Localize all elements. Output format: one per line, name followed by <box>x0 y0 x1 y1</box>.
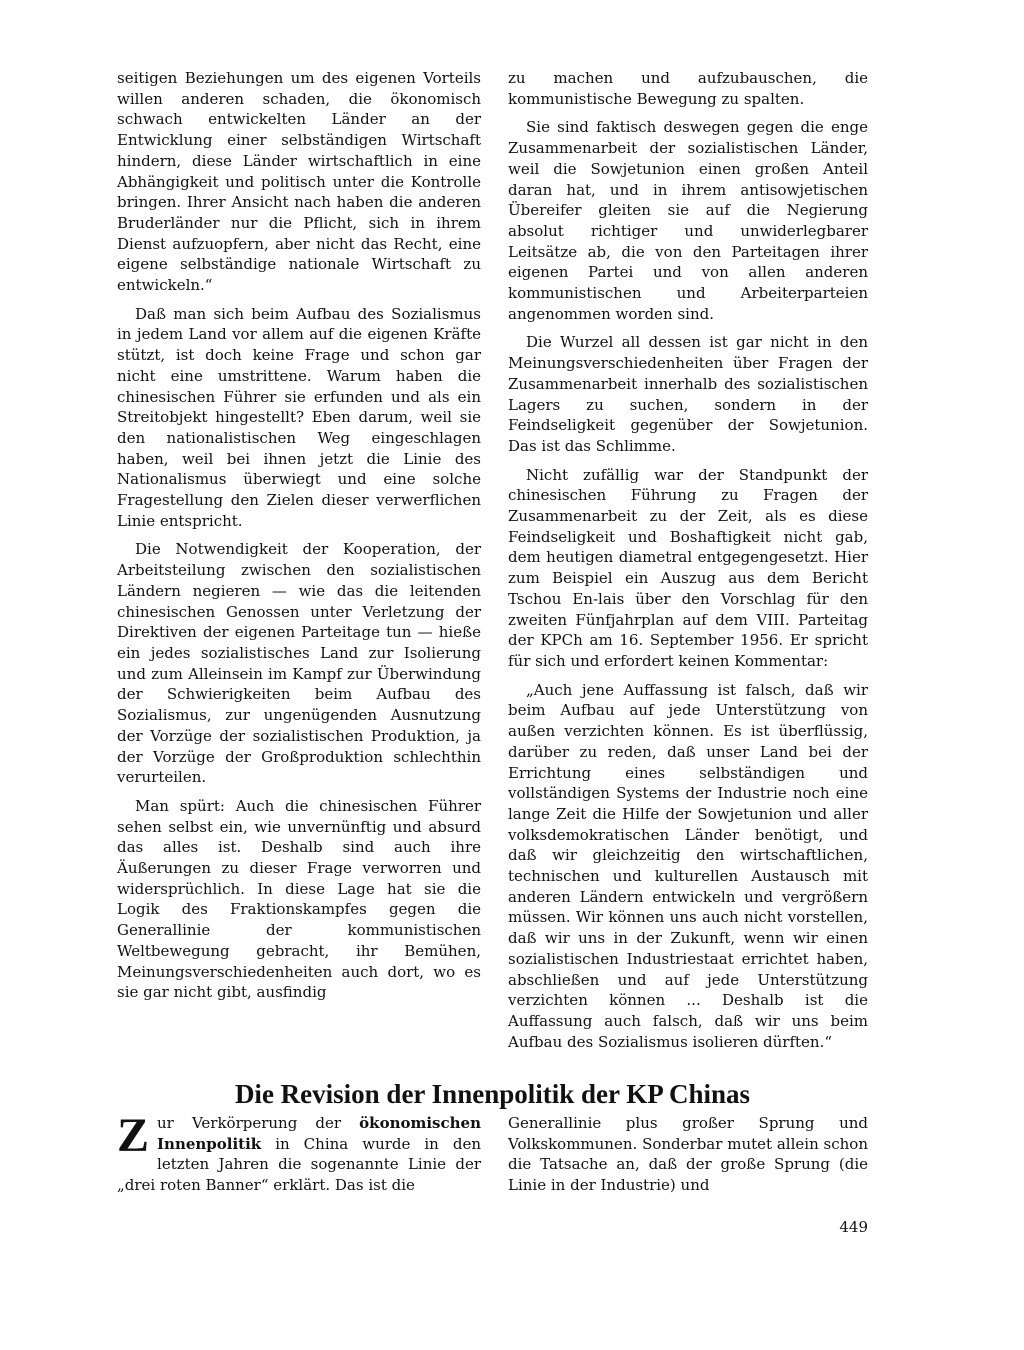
right-paragraph-2: Sie sind faktisch deswegen gegen die enge Zusammenarbeit der sozialistischen Länder, weil die Sowjetunion einen großen Anteil daran hat, und in ihrem antisowjetischen Übereifer gleiten sie auf die Negierung absolut richtiger und unwiderlegbarer Leitsätze ab, die von den Parteitagen ihrer eigenen Partei und von allen anderen kommunistischen und Arbeiterparteien angenommen worden sind. <box>508 118 868 323</box>
left-paragraph-2: Daß man sich beim Aufbau des Sozialismus in jedem Land vor allem auf die eigenen Kräfte stützt, ist doch keine Frage und schon gar nicht eine umstrittene. Warum haben die chinesischen Führer sie erfunden und als ein Streitobjekt hingestellt? Eben darum, weil sie den nationalistischen Weg eingeschlagen haben, weil bei ihnen jetzt die Linie des Nationalismus überwiegt und eine solche Fragestellung den Zielen dieser verwerflichen Linie entspricht. <box>117 304 481 530</box>
drop-cap: Z <box>117 1109 150 1162</box>
section-left-paragraph <box>117 1109 481 1196</box>
right-column <box>508 68 868 1052</box>
left-paragraph-4: Man spürt: Auch die chinesischen Führer sehen selbst ein, wie unvernünftig und absurd das alles ist. Deshalb sind auch ihre Äußerungen zu dieser Frage verworren und widersprüchlich. In diese Lage hat sie die Logik des Fraktionskampfes gegen die Generallinie der kommunistischen Weltbewegung gebracht, ihr Bemühen, Meinungsverschiedenheiten auch dort, wo es sie gar nicht gibt, ausfindig <box>117 796 481 1002</box>
section-text-b: in China wurde in den letzten Jahren die sogenannte Linie der „drei roten Banner“ erklärt. Das ist die <box>117 1134 481 1195</box>
left-paragraph-3: Die Notwendigkeit der Kooperation, der Arbeitsteilung zwischen den sozialistischen Ländern negieren — wie das die leitenden chinesischen Genossen unter Verletzung der Direktiven der eigenen Parteitage tun — hieße ein jedes sozialistisches Land zur Isolierung und zum Alleinsein im Kampf zur Überwindung der Schwierigkeiten beim Aufbau des Sozialismus, zur ungenügenden Ausnutzung der Vorzüge der sozialistischen Produktion, ja der Vorzüge der Großproduktion schlechthin verurteilen. <box>117 540 481 787</box>
right-paragraph-3: Die Wurzel all dessen ist gar nicht in den Meinungsverschiedenheiten über Fragen der Zusammenarbeit innerhalb des sozialistischen Lagers zu suchen, sondern in der Feindseligkeit gegenüber der Sowjetunion. Das ist das Schlimme. <box>508 333 868 455</box>
section-right-column <box>508 1113 868 1196</box>
section-heading: Die Revision der Innenpolitik der KP Chinas <box>234 1079 751 1109</box>
right-paragraph-4: Nicht zufällig war der Standpunkt der chinesischen Führung zu Fragen der Zusammenarbeit zu der Zeit, als es diese Feindseligkeit und Boshaftigkeit nicht gab, dem heutigen diametral entgegengesetzt. Hier zum Beispiel ein Auszug aus dem Bericht Tschou En-lais über den Vorschlag für den zweiten Fünfjahrplan auf dem VIII. Parteitag der KPCh am 16. September 1956. Er spricht für sich und erfordert keinen Kommentar: <box>508 465 868 670</box>
right-paragraph-1: zu machen und aufzubauschen, die kommunistische Bewegung zu spalten. <box>508 69 868 108</box>
section-left-column <box>117 1109 481 1196</box>
section-right-paragraph: Generallinie plus großer Sprung und Volkskommunen. Sonderbar mutet allein schon die Tatsache an, daß der große Sprung (die Linie in der Industrie) und <box>508 1114 868 1195</box>
left-paragraph-1: seitigen Beziehungen um des eigenen Vorteils willen anderen schaden, die ökonomisch schwach entwickelten Länder an der Entwicklung einer selbständigen Wirtschaft hindern, diese Länder wirtschaftlich in eine Abhängigkeit und politisch unter die Kontrolle bringen. Ihrer Ansicht nach haben die anderen Bruderländer nur die Pflicht, sich in ihrem Dienst aufzuopfern, aber nicht das Recht, eine eigene selbständige nationale Wirtschaft zu entwickeln.“ <box>117 69 481 295</box>
section-bold-term: ökonomischen Innenpolitik <box>157 1114 481 1153</box>
left-column <box>117 68 481 1003</box>
section-text-a: ur Verkörperung der <box>157 1114 360 1132</box>
page-number: 449 <box>839 1218 868 1236</box>
right-paragraph-quote: „Auch jene Auffassung ist falsch, daß wir beim Aufbau auf jede Unterstützung von außen verzichten können. Es ist überflüssig, darüber zu reden, daß unser Land bei der Errichtung eines selbständigen und vollständigen Systems der Industrie noch eine lange Zeit die Hilfe der Sowjetunion und aller volksdemokratischen Länder benötigt, und daß wir gleichzeitig den wirtschaftlichen, technischen und kulturellen Austausch mit anderen Ländern entwickeln und vergrößern müssen. Wir können uns auch nicht vorstellen, daß wir uns in der Zukunft, wenn wir einen sozialistischen Industriestaat errichtet haben, abschließen und auf jede Unterstützung verzichten können ... Deshalb ist die Auffassung auch falsch, daß wir uns beim Aufbau des Sozialismus isolieren dürften.“ <box>508 680 868 1051</box>
